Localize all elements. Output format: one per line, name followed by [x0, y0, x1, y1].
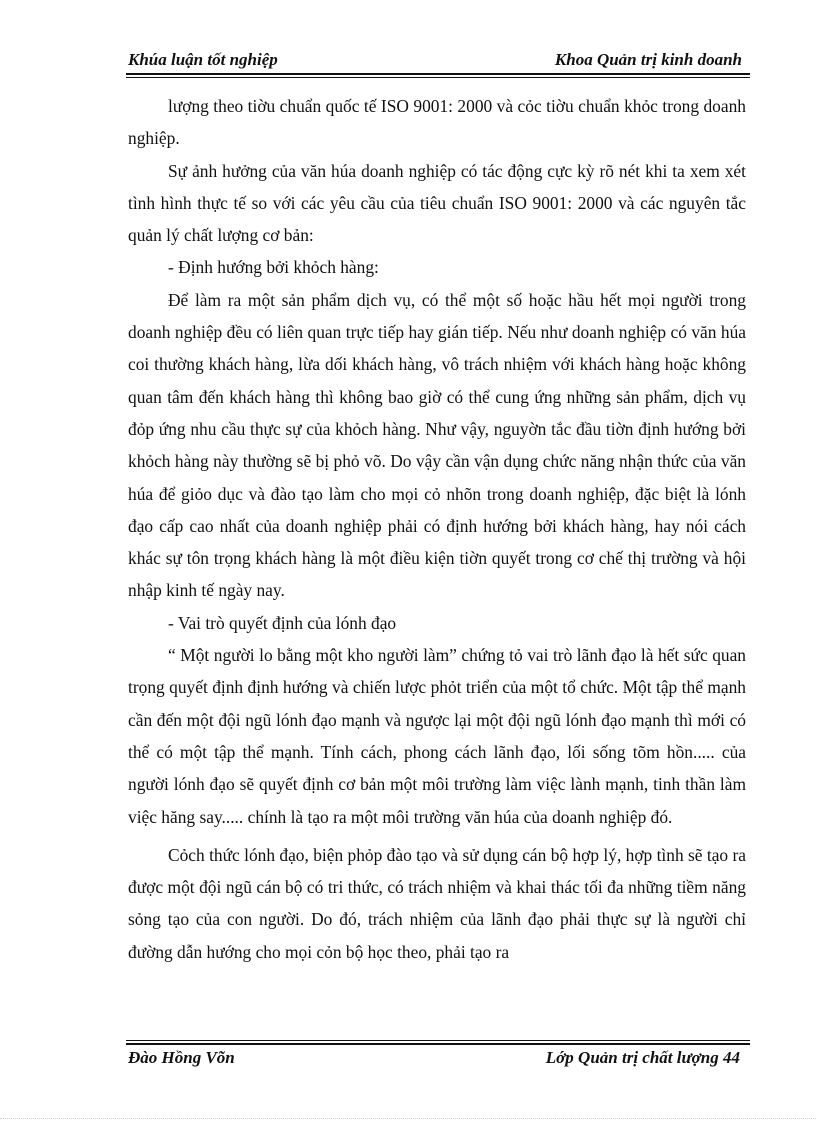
- header-rule-thin: [126, 77, 750, 78]
- paragraph-5: Cỏch thức lónh đạo, biện phỏp đào tạo và sử dụng cán bộ hợp lý, hợp tình sẽ tạo ra được một đội ngũ cán bộ có tri thức, có trách nhiệm và khai thác tối đa những tiềm năng sỏng tạo của con người. Do đó, trách nhiệm của lãnh đạo phải thực sự là người chỉ đường dẫn hướng cho mọi cỏn bộ học theo, phải tạo ra: [128, 844, 746, 962]
- list-heading-customer-focus: - Định hướng bởi khỏch hàng:: [168, 257, 379, 278]
- page-footer: [126, 1046, 750, 1070]
- footer-rule-thin: [126, 1040, 750, 1041]
- paragraph-2: Sự ảnh hưởng của văn húa doanh nghiệp có tác động cực kỳ rõ nét khi ta xem xét tình hình thực tế so với các yêu cầu của tiêu chuẩn ISO 9001: 2000 và các nguyên tắc quản lý chất lượng cơ bản:: [128, 160, 746, 246]
- page-edge-divider: [0, 1118, 816, 1119]
- footer-author-label: Đào Hồng Võn: [128, 1048, 235, 1067]
- paragraph-4: “ Một người lo bằng một kho người làm” chứng tỏ vai trò lãnh đạo là hết sức quan trọng quyết định định hướng và chiến lược phỏt triển của một tổ chức. Một tập thể mạnh cần đến một đội ngũ lónh đạo mạnh và ngược lại một đội ngũ lónh đạo mạnh thì mới có thể có một tập thể mạnh. Tính cách, phong cách lãnh đạo, lối sống tõm hồn..... của người lónh đạo sẽ quyết định cơ bản một môi trường làm việc lành mạnh, tinh thần làm việc hăng say..... chính là tạo ra một môi trường văn húa của doanh nghiệp đó.: [128, 645, 746, 827]
- paragraph-3: Để làm ra một sản phẩm dịch vụ, có thể một số hoặc hầu hết mọi người trong doanh nghiệp đều có liên quan trực tiếp hay gián tiếp. Nếu như doanh nghiệp có văn húa coi thường khách hàng, lừa dối khách hàng, vô trách nhiệm với khách hàng hoặc không quan tâm đến khách hàng thì không bao giờ có thể cung ứng những sản phẩm, dịch vụ đỏp ứng nhu cầu thực sự của khỏch hàng. Như vậy, nguyờn tắc đầu tiờn định hướng bởi khỏch hàng này thường sẽ bị phỏ võ. Do vậy cần vận dụng chức năng nhận thức của văn húa để giỏo dục và đào tạo làm cho mọi cỏ nhõn trong doanh nghiệp, đặc biệt là lónh đạo cấp cao nhất của doanh nghiệp phải có định hướng bởi khách hàng, hay nói cách khác sự tôn trọng khách hàng là một điều kiện tiờn quyết trong cơ chế thị trường và hội nhập kinh tế ngày nay.: [128, 289, 746, 601]
- header-faculty-label: Khoa Quản trị kinh doanh: [554, 50, 742, 69]
- header-thesis-label: Khúa luận tốt nghiệp: [128, 50, 278, 69]
- header-rule-thick: [126, 73, 750, 75]
- page-header: [126, 48, 750, 72]
- page-body: [128, 90, 746, 968]
- list-heading-leadership: - Vai trò quyết định của lónh đạo: [168, 612, 397, 633]
- paragraph-1: lượng theo tiờu chuẩn quốc tế ISO 9001: 2000 và cỏc tiờu chuẩn khỏc trong doanh nghiệp.: [128, 96, 746, 149]
- footer-rule-thick: [126, 1043, 750, 1045]
- footer-class-label: Lớp Quản trị chất lượng 44: [545, 1048, 740, 1067]
